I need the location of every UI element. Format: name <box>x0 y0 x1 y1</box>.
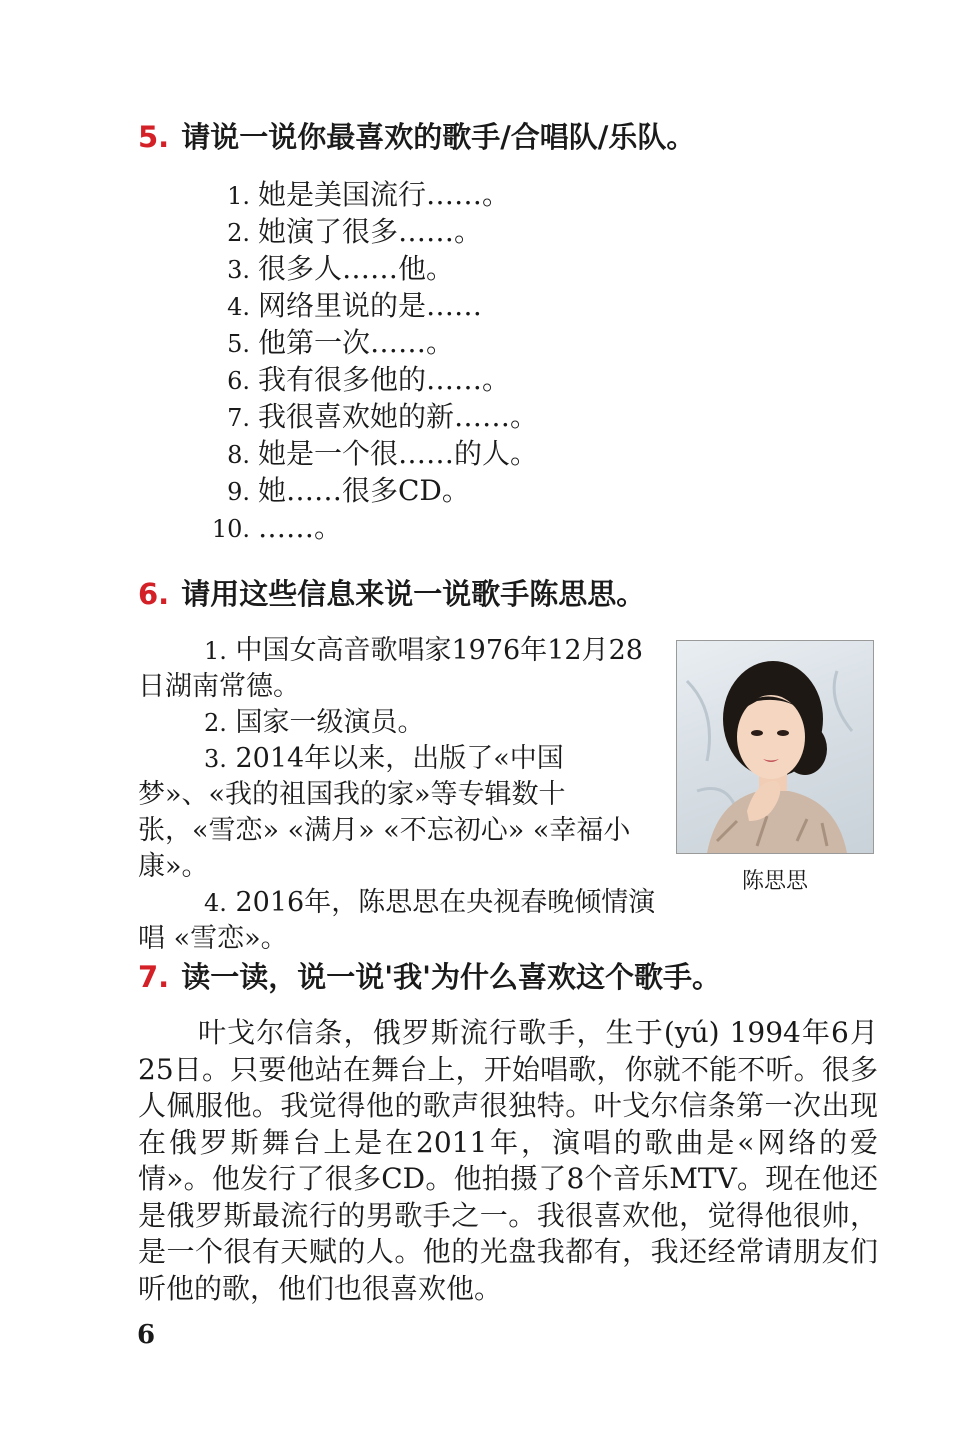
info-item: 3. 2014年以来，出版了«中国梦»、«我的祖国我的家»等专辑数十张，«雪恋» «满月» «不忘初心» «幸福小康»。 <box>138 743 631 882</box>
section-5-title: 请说一说你最喜欢的歌手/合唱队/乐队。 <box>181 120 696 154</box>
section-6-title: 请用这些信息来说一说歌手陈思思。 <box>181 577 646 611</box>
section-6-heading <box>138 576 645 612</box>
section-6-number: 6. <box>138 577 170 611</box>
list-item: 7. 我很喜欢她的新……。 <box>227 400 539 433</box>
list-item: 3. 很多人……他。 <box>227 252 455 285</box>
info-item: 4. 2016年，陈思思在央视春晚倾情演唱 «雪恋»。 <box>138 887 656 954</box>
info-item: 2. 国家一级演员。 <box>204 707 425 738</box>
list-item: 10. ……。 <box>211 511 343 544</box>
section-7-paragraph: 叶戈尔信条，俄罗斯流行歌手，生于(yú) 1994年6月25日。只要他站在舞台上，开始唱歌，你就不能不听。很多人佩服他。我觉得他的歌声很独特。叶戈尔信条第一次出现在俄罗斯舞台上是在2011年，演唱的歌曲是«网络的爱情»。他发行了很多CD。他拍摄了8个音乐MTV。现在他还是俄罗斯最流行的男歌手之一。我很喜欢他，觉得他很帅，是一个很有天赋的人。他的光盘我都有，我还经常请朋友们听他的歌，他们也很喜欢他。 <box>138 1016 878 1305</box>
photo-caption: 陈思思 <box>741 869 808 894</box>
list-item: 1. 她是美国流行……。 <box>227 178 511 211</box>
list-item: 6. 我有很多他的……。 <box>227 363 511 396</box>
section-7-title: 读一读，说一说'我'为什么喜欢这个歌手。 <box>181 960 721 994</box>
section-6-info-list <box>138 633 658 957</box>
singer-portrait-photo <box>676 640 874 854</box>
section-7-number: 7. <box>138 960 170 994</box>
section-5-number: 5. <box>138 120 170 154</box>
page-number: 6 <box>137 1320 156 1350</box>
list-item: 9. 她……很多CD。 <box>227 474 470 507</box>
list-item: 4. 网络里说的是…… <box>227 289 483 322</box>
info-item: 1. 中国女高音歌唱家1976年12月28日湖南常德。 <box>138 635 643 702</box>
list-item: 5. 他第一次……。 <box>227 326 455 359</box>
list-item: 2. 她演了很多……。 <box>227 215 483 248</box>
section-5-heading <box>138 119 695 155</box>
list-item: 8. 她是一个很……的人。 <box>227 437 539 470</box>
section-7-heading <box>138 959 721 995</box>
portrait-illustration <box>677 641 873 853</box>
section-5-list <box>200 176 538 546</box>
